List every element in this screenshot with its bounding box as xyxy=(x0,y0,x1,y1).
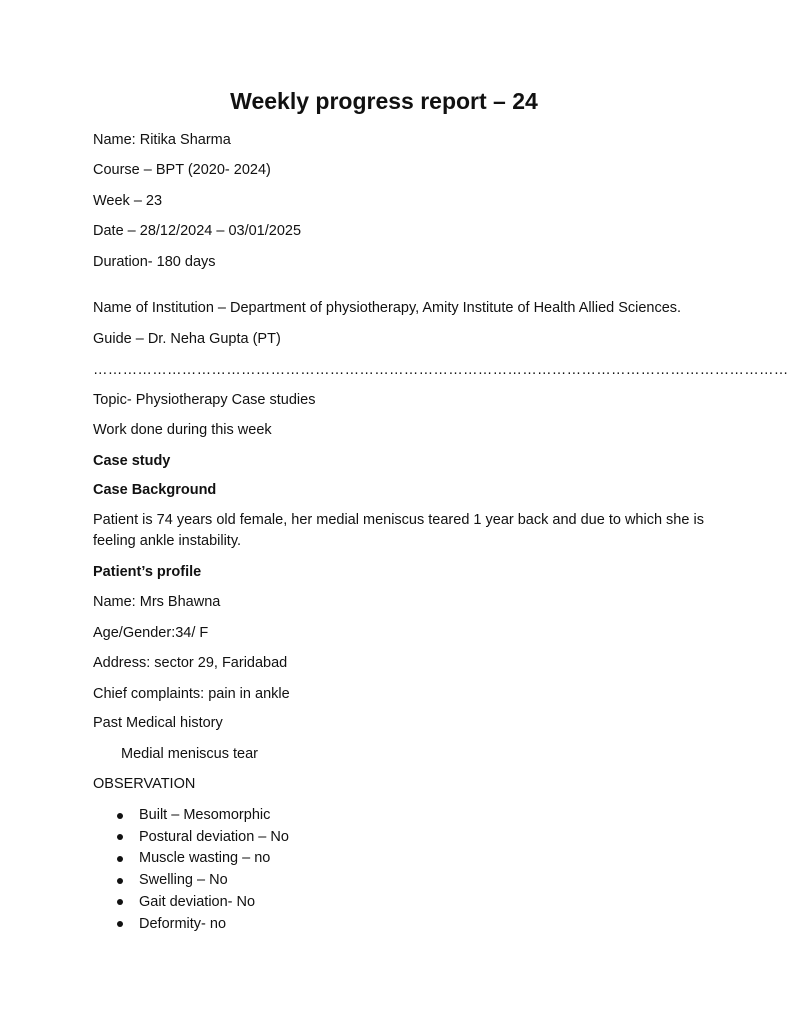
past-history-item: Medial meniscus tear xyxy=(121,746,258,762)
observation-item xyxy=(93,870,289,892)
observation-text: Swelling – No xyxy=(139,872,228,889)
patient-name: Name: Mrs Bhawna xyxy=(93,594,221,610)
observation-list xyxy=(93,805,289,935)
observation-text: Gait deviation- No xyxy=(139,893,256,910)
bullet-icon xyxy=(117,834,123,840)
bullet-icon xyxy=(117,899,123,905)
topic-line: Topic- Physiotherapy Case studies xyxy=(93,392,316,408)
duration-line: Duration- 180 days xyxy=(93,254,216,270)
observation-item xyxy=(93,805,289,827)
course-line: Course – BPT (2020- 2024) xyxy=(93,162,271,178)
age-gender-line: Age/Gender:34/ F xyxy=(93,625,209,641)
observation-item xyxy=(93,892,289,914)
observation-item xyxy=(93,827,289,849)
case-study-heading: Case study xyxy=(93,453,171,469)
work-done-line: Work done during this week xyxy=(93,422,272,438)
observation-item xyxy=(93,848,289,870)
address-line: Address: sector 29, Faridabad xyxy=(93,655,288,671)
bullet-icon xyxy=(117,878,123,884)
past-history-heading: Past Medical history xyxy=(93,715,223,731)
week-line: Week – 23 xyxy=(93,193,163,209)
student-name: Name: Ritika Sharma xyxy=(93,132,231,148)
patient-profile-heading: Patient’s profile xyxy=(93,564,202,580)
bullet-icon xyxy=(117,856,123,862)
observation-text: Muscle wasting – no xyxy=(139,850,271,867)
case-background-text: Patient is 74 years old female, her medial meniscus teared 1 year back and due to which she is feeling ankle instability. xyxy=(93,512,704,549)
date-line: Date – 28/12/2024 – 03/01/2025 xyxy=(93,223,302,239)
separator-dots: …………………………………………………………………………………………………………………………… xyxy=(93,362,789,378)
observation-text: Postural deviation – No xyxy=(139,828,289,845)
report-title: Weekly progress report – 24 xyxy=(230,88,538,114)
case-background-heading: Case Background xyxy=(93,482,217,498)
observation-heading: OBSERVATION xyxy=(93,776,196,792)
bullet-icon xyxy=(117,921,123,927)
institution-line: Name of Institution – Department of physiotherapy, Amity Institute of Health Allied Sciences. xyxy=(93,300,682,316)
observation-text: Deformity- no xyxy=(139,915,227,932)
bullet-icon xyxy=(117,813,123,819)
chief-complaints-line: Chief complaints: pain in ankle xyxy=(93,686,290,702)
guide-line: Guide – Dr. Neha Gupta (PT) xyxy=(93,331,281,347)
observation-item xyxy=(93,914,289,936)
observation-text: Built – Mesomorphic xyxy=(139,807,271,823)
